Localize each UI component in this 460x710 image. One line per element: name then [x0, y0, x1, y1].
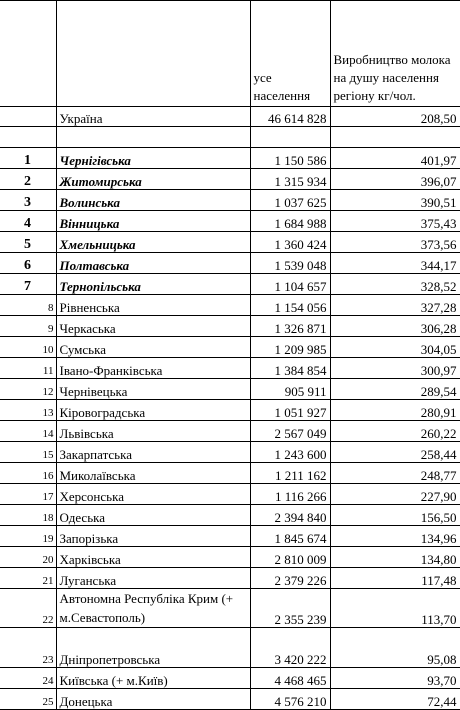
table-row — [0, 668, 460, 689]
region-milk: 134,96 — [330, 526, 460, 547]
region-rank: 17 — [0, 484, 56, 505]
region-name: Харківська — [56, 547, 250, 568]
region-milk: 258,44 — [330, 442, 460, 463]
region-rank: 10 — [0, 337, 56, 358]
region-name: Одеська — [56, 505, 250, 526]
region-name: Запорізька — [56, 526, 250, 547]
region-milk: 300,97 — [330, 358, 460, 379]
region-rank: 23 — [0, 628, 56, 668]
table-row — [0, 628, 460, 668]
region-population: 2 810 009 — [250, 547, 330, 568]
header-region-cell — [56, 1, 250, 107]
region-name: Дніпропетровська — [56, 628, 250, 668]
region-population: 1 037 625 — [250, 190, 330, 211]
region-milk: 306,28 — [330, 316, 460, 337]
region-population: 1 326 871 — [250, 316, 330, 337]
region-milk: 327,28 — [330, 295, 460, 316]
region-name: Рівненська — [56, 295, 250, 316]
region-name: Луганська — [56, 568, 250, 589]
header-rank-cell — [0, 1, 56, 107]
region-population: 1 845 674 — [250, 526, 330, 547]
region-rank: 5 — [0, 232, 56, 253]
region-population: 1 209 985 — [250, 337, 330, 358]
region-name: Черкаська — [56, 316, 250, 337]
region-rank: 15 — [0, 442, 56, 463]
region-milk: 95,08 — [330, 628, 460, 668]
region-name: Автономна Республіка Крим (+ м.Севастополь) — [56, 589, 250, 628]
region-milk: 280,91 — [330, 400, 460, 421]
region-population: 1 116 266 — [250, 484, 330, 505]
region-population: 1 384 854 — [250, 358, 330, 379]
region-population: 3 420 222 — [250, 628, 330, 668]
table-row — [0, 169, 460, 190]
region-milk: 401,97 — [330, 148, 460, 169]
table-row — [0, 337, 460, 358]
region-rank: 7 — [0, 274, 56, 295]
region-rank: 1 — [0, 148, 56, 169]
region-milk: 134,80 — [330, 547, 460, 568]
region-population: 2 379 226 — [250, 568, 330, 589]
region-rank: 9 — [0, 316, 56, 337]
region-name: Івано-Франківська — [56, 358, 250, 379]
table-row — [0, 232, 460, 253]
region-name: Закарпатська — [56, 442, 250, 463]
ukraine-population: 46 614 828 — [250, 107, 330, 127]
region-rank: 16 — [0, 463, 56, 484]
region-rank: 6 — [0, 253, 56, 274]
table-row — [0, 421, 460, 442]
table-row — [0, 379, 460, 400]
region-population: 2 355 239 — [250, 589, 330, 628]
region-milk: 117,48 — [330, 568, 460, 589]
table-row — [0, 253, 460, 274]
region-milk: 328,52 — [330, 274, 460, 295]
region-rank: 13 — [0, 400, 56, 421]
region-rank: 21 — [0, 568, 56, 589]
table-row — [0, 358, 460, 379]
header-row — [0, 1, 460, 107]
region-population: 2 567 049 — [250, 421, 330, 442]
region-rank: 24 — [0, 668, 56, 689]
table-row — [0, 190, 460, 211]
region-rank: 14 — [0, 421, 56, 442]
region-rank: 18 — [0, 505, 56, 526]
table-row — [0, 589, 460, 628]
region-population: 1 360 424 — [250, 232, 330, 253]
region-name: Житомирська — [56, 169, 250, 190]
region-name: Полтавська — [56, 253, 250, 274]
region-population: 1 315 934 — [250, 169, 330, 190]
region-milk: 113,70 — [330, 589, 460, 628]
region-rank: 3 — [0, 190, 56, 211]
region-population: 4 576 210 — [250, 689, 330, 710]
region-rank: 20 — [0, 547, 56, 568]
region-name: Київська (+ м.Київ) — [56, 668, 250, 689]
spacer-row — [0, 127, 460, 148]
table-row — [0, 568, 460, 589]
region-name: Хмельницька — [56, 232, 250, 253]
region-milk: 72,44 — [330, 689, 460, 710]
region-name: Львівська — [56, 421, 250, 442]
header-milk-per-capita: Виробництво молока на душу населення регіону кг/чол. — [330, 1, 460, 107]
table-row — [0, 148, 460, 169]
region-name: Кіровоградська — [56, 400, 250, 421]
table-row — [0, 526, 460, 547]
region-rank: 22 — [0, 589, 56, 628]
region-name: Донецька — [56, 689, 250, 710]
region-milk: 373,56 — [330, 232, 460, 253]
table-row — [0, 689, 460, 710]
region-population: 1 154 056 — [250, 295, 330, 316]
header-population: усе населення — [250, 1, 330, 107]
table-row — [0, 484, 460, 505]
region-milk: 390,51 — [330, 190, 460, 211]
region-name: Миколаївська — [56, 463, 250, 484]
region-population: 4 468 465 — [250, 668, 330, 689]
region-population: 1 243 600 — [250, 442, 330, 463]
table-row — [0, 211, 460, 232]
region-milk: 156,50 — [330, 505, 460, 526]
region-population: 2 394 840 — [250, 505, 330, 526]
ukraine-name: Україна — [56, 107, 250, 127]
table-row — [0, 295, 460, 316]
region-population: 1 211 162 — [250, 463, 330, 484]
region-milk: 304,05 — [330, 337, 460, 358]
region-rank: 25 — [0, 689, 56, 710]
region-rank: 19 — [0, 526, 56, 547]
region-population: 1 104 657 — [250, 274, 330, 295]
region-rank: 4 — [0, 211, 56, 232]
region-milk: 344,17 — [330, 253, 460, 274]
region-name: Чернігівська — [56, 148, 250, 169]
table-row — [0, 442, 460, 463]
region-population: 905 911 — [250, 379, 330, 400]
region-milk: 289,54 — [330, 379, 460, 400]
region-rank: 11 — [0, 358, 56, 379]
region-name: Волинська — [56, 190, 250, 211]
region-name: Вінницька — [56, 211, 250, 232]
table-row — [0, 547, 460, 568]
region-milk: 248,77 — [330, 463, 460, 484]
region-milk: 260,22 — [330, 421, 460, 442]
table-row — [0, 274, 460, 295]
ukraine-milk: 208,50 — [330, 107, 460, 127]
region-milk: 375,43 — [330, 211, 460, 232]
ukraine-row — [0, 107, 460, 127]
table-row — [0, 316, 460, 337]
region-name: Сумська — [56, 337, 250, 358]
region-population: 1 539 048 — [250, 253, 330, 274]
region-milk: 93,70 — [330, 668, 460, 689]
region-rank: 12 — [0, 379, 56, 400]
region-population: 1 051 927 — [250, 400, 330, 421]
region-population: 1 684 988 — [250, 211, 330, 232]
region-milk: 227,90 — [330, 484, 460, 505]
region-name: Чернівецька — [56, 379, 250, 400]
region-milk: 396,07 — [330, 169, 460, 190]
region-rank: 2 — [0, 169, 56, 190]
table-row — [0, 463, 460, 484]
region-population: 1 150 586 — [250, 148, 330, 169]
region-name: Тернопільська — [56, 274, 250, 295]
table-row — [0, 400, 460, 421]
table-row — [0, 505, 460, 526]
region-name: Херсонська — [56, 484, 250, 505]
region-rank: 8 — [0, 295, 56, 316]
